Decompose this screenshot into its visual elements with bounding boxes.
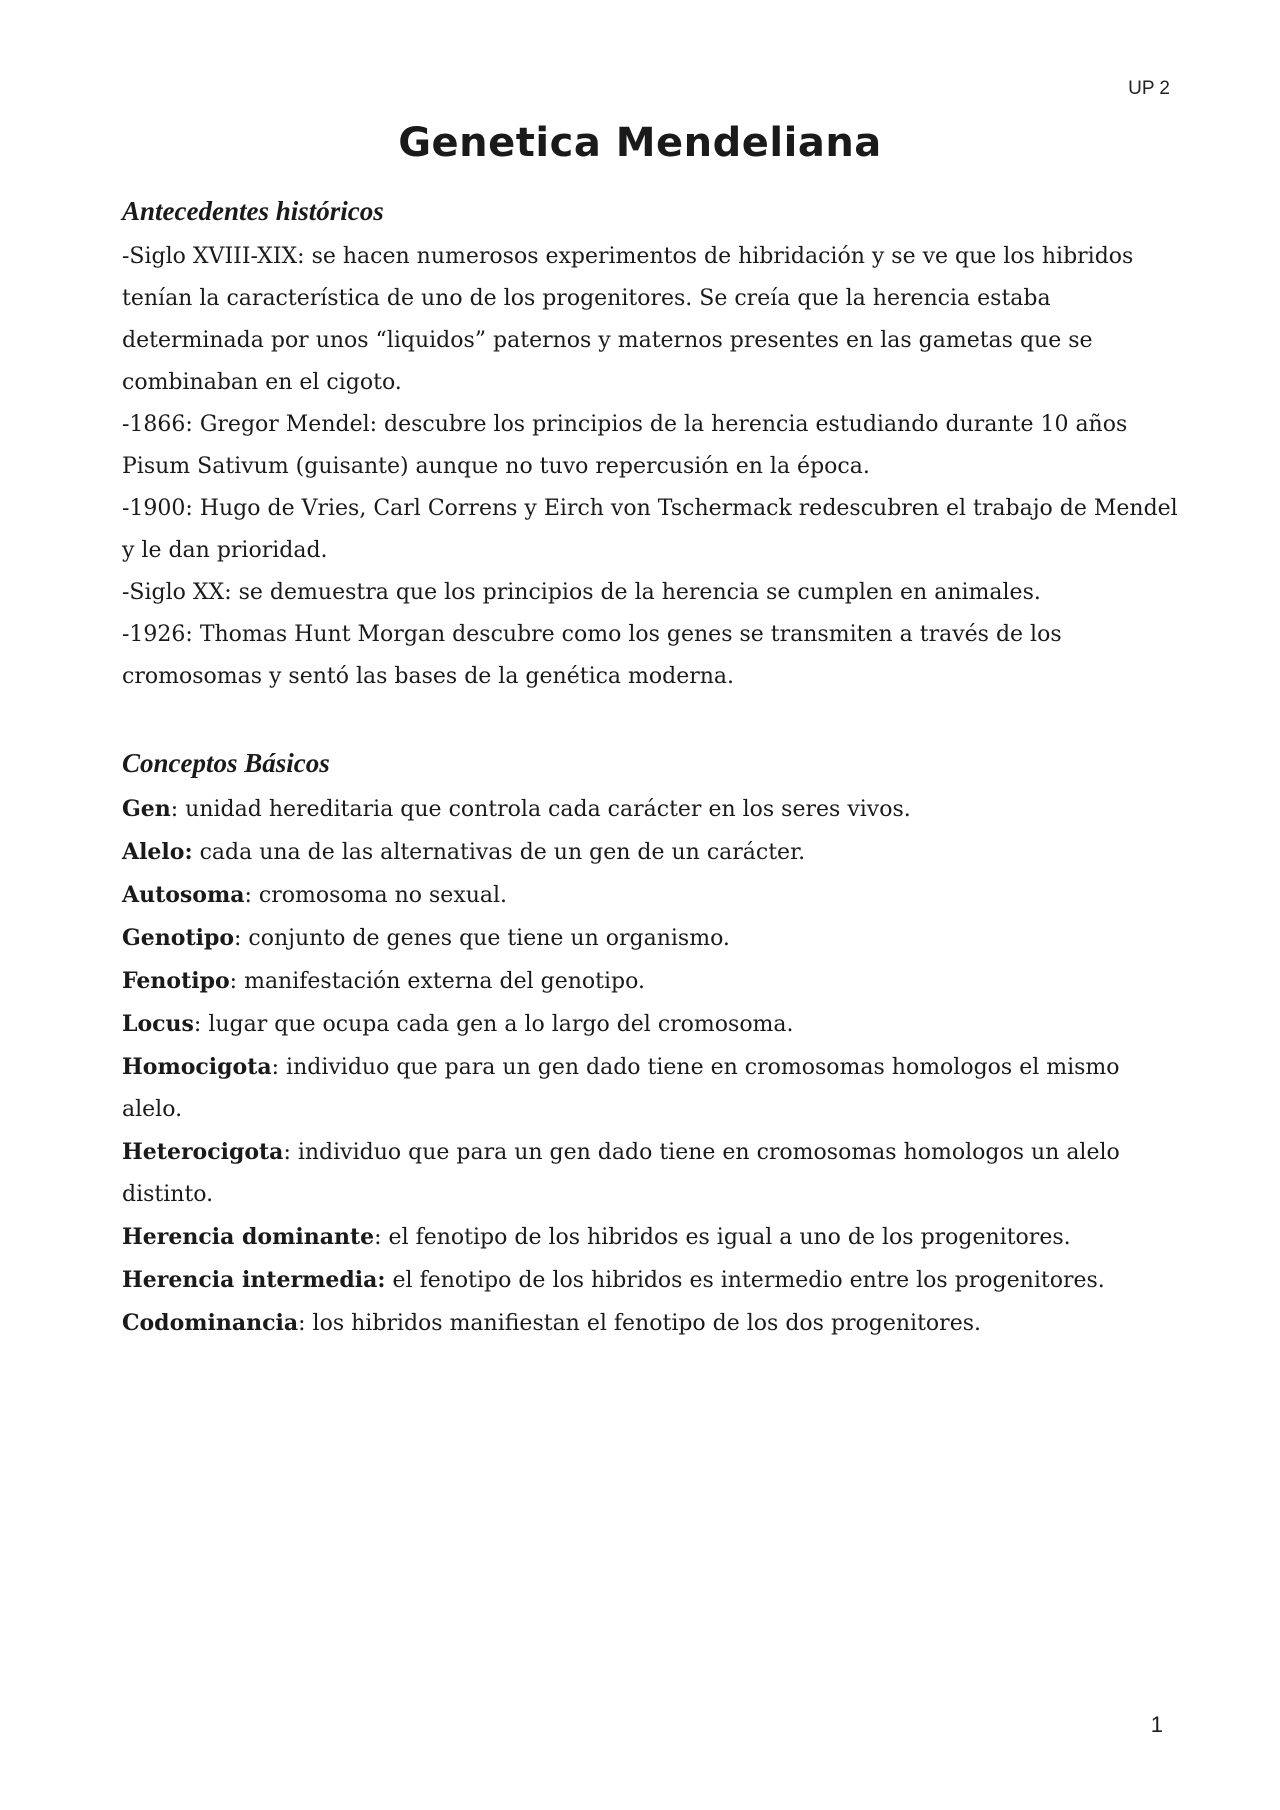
concept-definition: : el fenotipo de los hibridos es igual a uno de los progenitores. [374,1225,1071,1250]
page-title: Genetica Mendeliana [398,120,882,166]
history-paragraph: -1926: Thomas Hunt Morgan descubre como los genes se transmiten a través de los cromosomas y sentó las bases de la genética moderna. [122,622,1062,689]
concept-term: Gen [122,796,171,822]
concept-item [122,1003,1182,1046]
concept-term: Fenotipo [122,968,230,994]
concept-definition: : individuo que para un gen dado tiene en cromosomas homologos un alelo distinto. [122,1140,1120,1207]
section-heading-history: Antecedentes históricos [122,196,384,226]
history-paragraph: -Siglo XVIII-XIX: se hacen numerosos experimentos de hibridación y se ve que los hibridos tenían la característica de uno de los progenitores. Se creía que la herencia estaba determinada por unos “liquidos” paternos y maternos presentes en las gametas que se combinaban en el cigoto. [122,244,1134,395]
concept-definition: : manifestación externa del genotipo. [229,969,645,994]
concept-item [122,1046,1182,1131]
concept-item [122,1216,1182,1259]
concept-term: Homocigota [122,1054,272,1080]
concept-definition: : lugar que ocupa cada gen a lo largo del cromosoma. [193,1012,794,1037]
concept-term: Autosoma [122,882,245,908]
concept-term: Alelo: [122,839,193,865]
concept-item [122,874,1182,917]
page-number: 1 [1150,1712,1163,1737]
history-paragraph: -1900: Hugo de Vries, Carl Correns y Eirch von Tschermack redescubren el trabajo de Mendel y le dan prioridad. [122,496,1178,563]
concept-definition: : los hibridos manifiestan el fenotipo de los dos progenitores. [298,1311,981,1336]
concept-item [122,1302,1182,1345]
page-header-unit-label: UP 2 [1128,78,1170,99]
concept-definition: cada una de las alternativas de un gen de un carácter. [192,840,806,865]
concept-definition: : cromosoma no sexual. [244,883,508,908]
concept-term: Herencia dominante [122,1224,375,1250]
concept-term: Herencia intermedia: [122,1267,386,1293]
history-paragraph: -Siglo XX: se demuestra que los principios de la herencia se cumplen en animales. [122,580,1041,605]
concept-item [122,960,1182,1003]
concept-definition: : unidad hereditaria que controla cada carácter en los seres vivos. [170,797,911,822]
concept-item [122,1131,1182,1216]
history-paragraph: -1866: Gregor Mendel: descubre los principios de la herencia estudiando durante 10 años Pisum Sativum (guisante) aunque no tuvo repercusión en la época. [122,412,1128,479]
concept-item [122,917,1182,960]
concept-item [122,831,1182,874]
concept-item [122,1259,1182,1302]
concept-definition: : individuo que para un gen dado tiene en cromosomas homologos el mismo alelo. [122,1055,1120,1122]
section-spacer [122,698,1182,742]
concept-definition: el fenotipo de los hibridos es intermedio entre los progenitores. [385,1268,1105,1293]
concept-term: Codominancia [122,1310,299,1336]
section-heading-concepts: Conceptos Básicos [122,748,330,778]
document-body [122,190,1182,1345]
concept-definition: : conjunto de genes que tiene un organismo. [234,926,730,951]
concept-term: Locus [122,1011,194,1037]
concept-term: Genotipo [122,925,235,951]
concept-item [122,788,1182,831]
concept-term: Heterocigota [122,1139,284,1165]
